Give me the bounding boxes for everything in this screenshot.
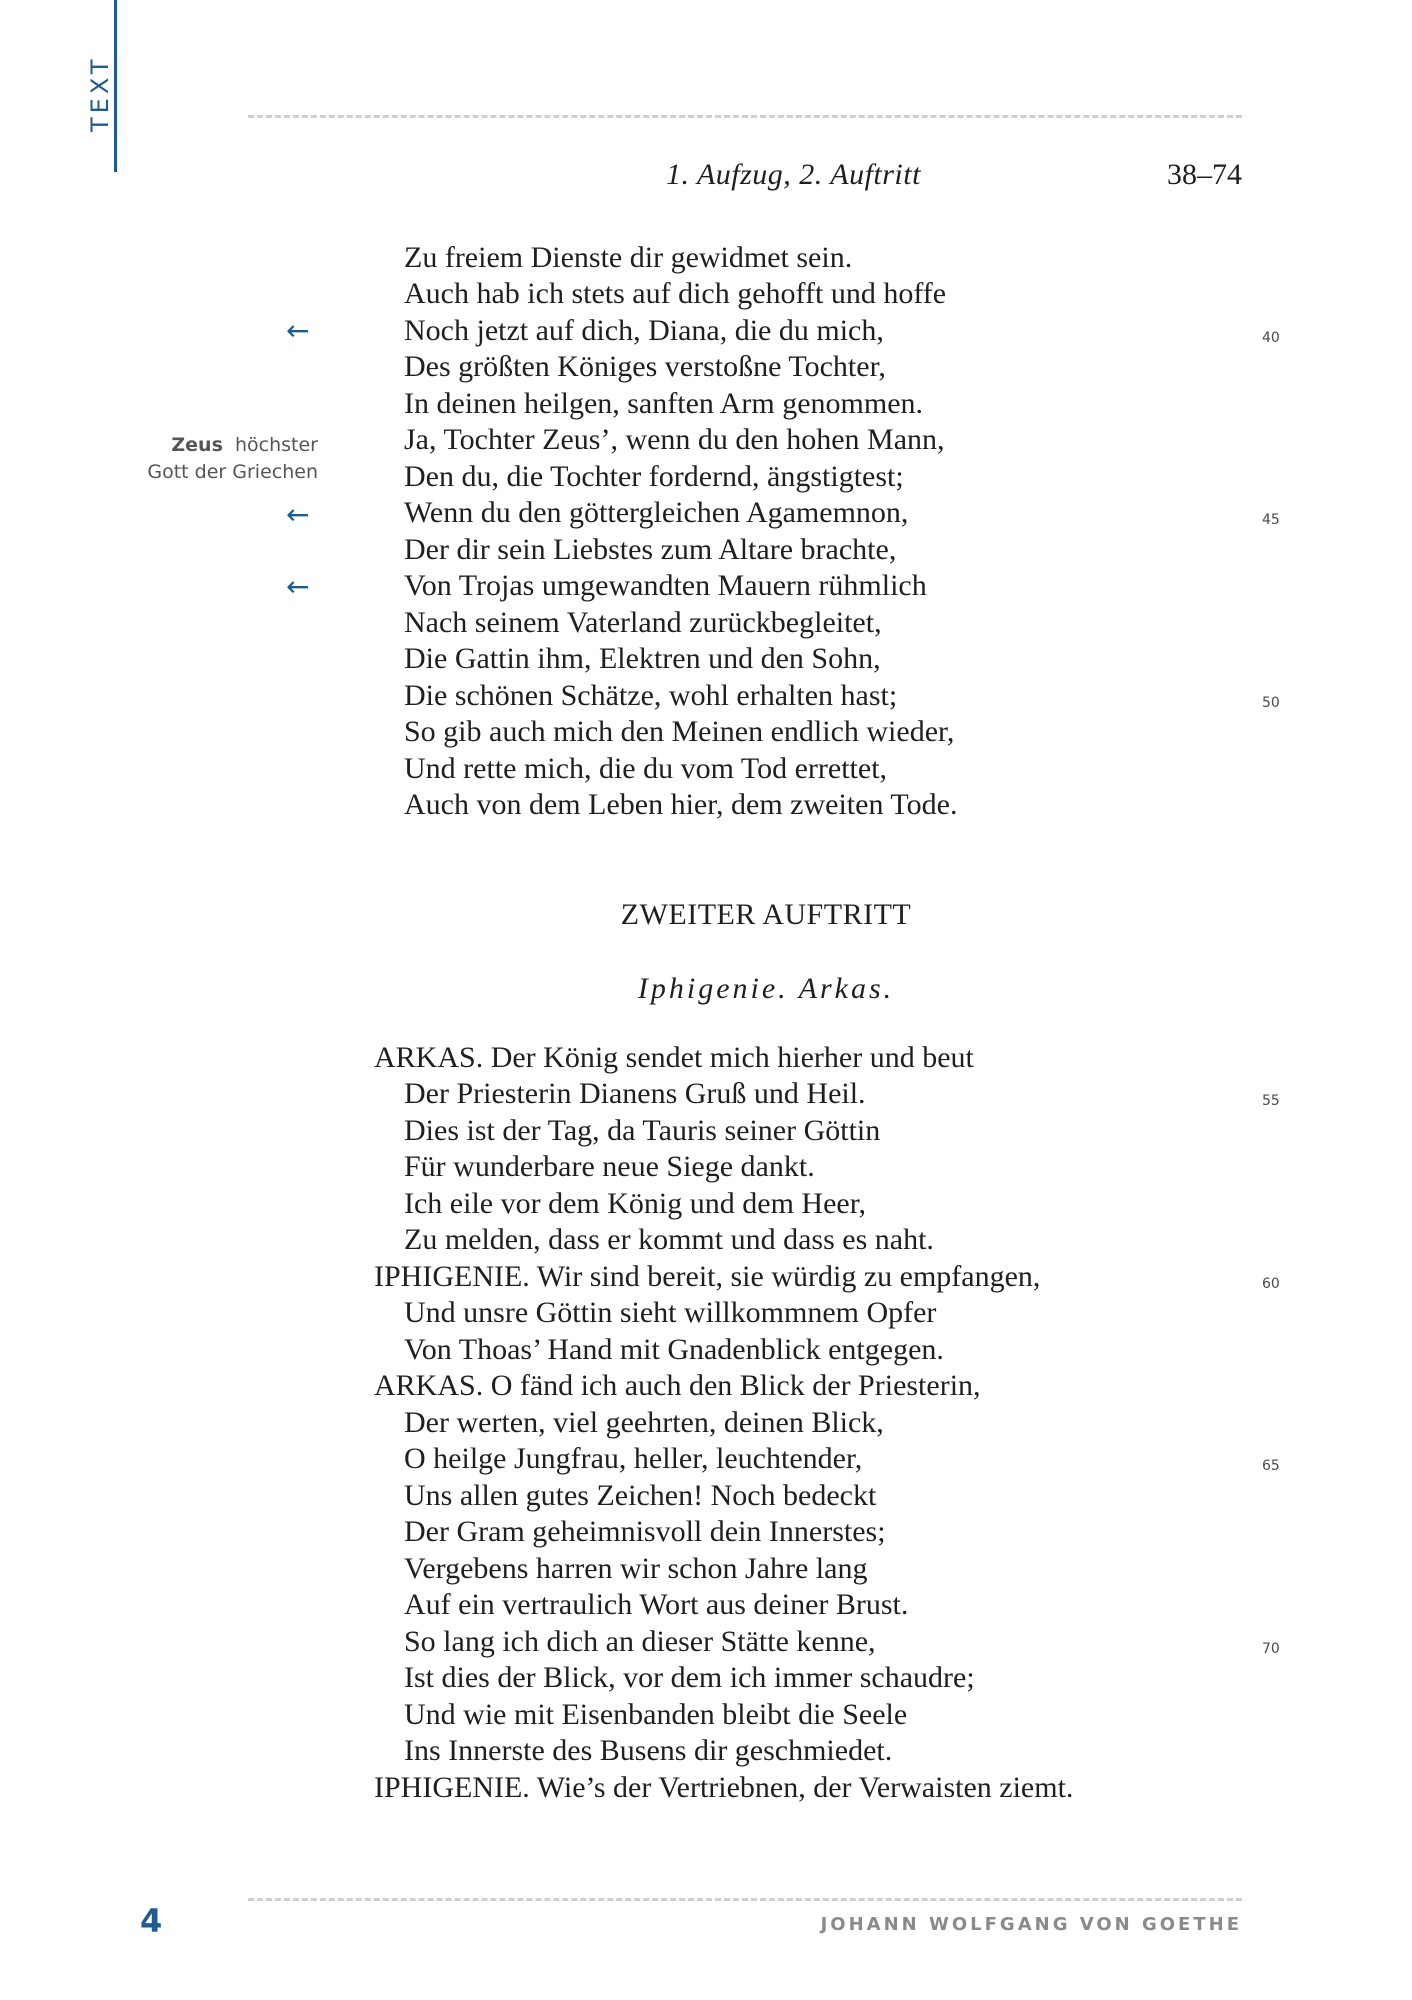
verse-line: Ich eile vor dem König und dem Heer,: [404, 1187, 866, 1220]
verse-line: IPHIGENIE. Wie’s der Vertriebnen, der Verwaisten ziemt.: [374, 1771, 1074, 1804]
running-header-title: 1. Aufzug, 2. Auftritt: [666, 158, 921, 191]
verse-line: Nach seinem Vaterland zurückbegleitet,: [404, 606, 882, 639]
verse-line: Ist dies der Blick, vor dem ich immer schaudre;: [404, 1661, 975, 1694]
verse-line: Wenn du den göttergleichen Agamemnon,: [404, 496, 909, 529]
verse-line: Noch jetzt auf dich, Diana, die du mich,: [404, 314, 884, 347]
gloss-term: Zeus: [171, 434, 223, 456]
verse-line: Den du, die Tochter fordernd, ängstigtest;: [404, 460, 904, 493]
verse-line: Von Thoas’ Hand mit Gnadenblick entgegen.: [404, 1333, 944, 1366]
bottom-divider: [248, 1898, 1242, 1901]
gloss-text-1: höchster: [234, 434, 318, 456]
verse-line: Der dir sein Liebstes zum Altare brachte,: [404, 533, 897, 566]
verse-line: Die schönen Schätze, wohl erhalten hast;: [404, 679, 898, 712]
verse-line: Der Gram geheimnisvoll dein Innerstes;: [404, 1515, 886, 1548]
verse-line: Und wie mit Eisenbanden bleibt die Seele: [404, 1698, 908, 1731]
verse-line: ARKAS. Der König sendet mich hierher und beut: [374, 1041, 974, 1074]
left-arrow-icon: ←: [286, 498, 310, 531]
verse-line: ARKAS. O fänd ich auch den Blick der Priesterin,: [374, 1369, 981, 1402]
verse-line: Ins Innerste des Busens dir geschmiedet.: [404, 1734, 893, 1767]
gloss-text-2: Gott der Griechen: [147, 461, 318, 483]
verse-line: Zu melden, dass er kommt und dass es naht.: [404, 1223, 934, 1256]
verse-line: Und unsre Göttin sieht willkommnem Opfer: [404, 1296, 937, 1329]
line-number: 60: [1262, 1276, 1280, 1292]
verse-line: Des größten Königes verstoßne Tochter,: [404, 350, 886, 383]
line-number: 40: [1262, 330, 1280, 346]
top-divider: [248, 115, 1242, 118]
line-number: 55: [1262, 1093, 1280, 1109]
verse-line: Die Gattin ihm, Elektren und den Sohn,: [404, 642, 881, 675]
side-rule: [114, 0, 117, 172]
verse-line: So gib auch mich den Meinen endlich wieder,: [404, 715, 955, 748]
verse-line: Ja, Tochter Zeus’, wenn du den hohen Mann,: [404, 423, 945, 456]
running-header-range: 38–74: [1167, 158, 1242, 191]
left-arrow-icon: ←: [286, 570, 310, 603]
verse-line: Von Trojas umgewandten Mauern rühmlich: [404, 569, 927, 602]
section-label: TEXT: [86, 55, 114, 132]
verse-line: Auch hab ich stets auf dich gehofft und hoffe: [404, 277, 947, 310]
verse-line: Vergebens harren wir schon Jahre lang: [404, 1552, 868, 1585]
verse-line: Dies ist der Tag, da Tauris seiner Göttin: [404, 1114, 881, 1147]
left-arrow-icon: ←: [286, 314, 310, 347]
verse-line: In deinen heilgen, sanften Arm genommen.: [404, 387, 924, 420]
verse-line: IPHIGENIE. Wir sind bereit, sie würdig zu empfangen,: [374, 1260, 1041, 1293]
scene-characters: Iphigenie. Arkas.: [637, 972, 895, 1005]
footer-author: JOHANN WOLFGANG VON GOETHE: [820, 1914, 1242, 1935]
line-number: 70: [1262, 1641, 1280, 1657]
margin-gloss: [147, 432, 318, 486]
verse-line: Auf ein vertraulich Wort aus deiner Brust.: [404, 1588, 909, 1621]
verse-line: Auch von dem Leben hier, dem zweiten Tode.: [404, 788, 958, 821]
line-number: 65: [1262, 1458, 1280, 1474]
verse-line: Der Priesterin Dianens Gruß und Heil.: [404, 1077, 866, 1110]
line-number: 45: [1262, 512, 1280, 528]
scene-title: ZWEITER AUFTRITT: [620, 898, 912, 931]
verse-line: O heilge Jungfrau, heller, leuchtender,: [404, 1442, 863, 1475]
verse-line: Zu freiem Dienste dir gewidmet sein.: [404, 241, 853, 274]
verse-line: Der werten, viel geehrten, deinen Blick,: [404, 1406, 884, 1439]
page-number: 4: [140, 1902, 163, 1940]
verse-line: Uns allen gutes Zeichen! Noch bedeckt: [404, 1479, 877, 1512]
verse-line: So lang ich dich an dieser Stätte kenne,: [404, 1625, 876, 1658]
verse-line: Für wunderbare neue Siege dankt.: [404, 1150, 815, 1183]
verse-line: Und rette mich, die du vom Tod errettet,: [404, 752, 888, 785]
line-number: 50: [1262, 695, 1280, 711]
